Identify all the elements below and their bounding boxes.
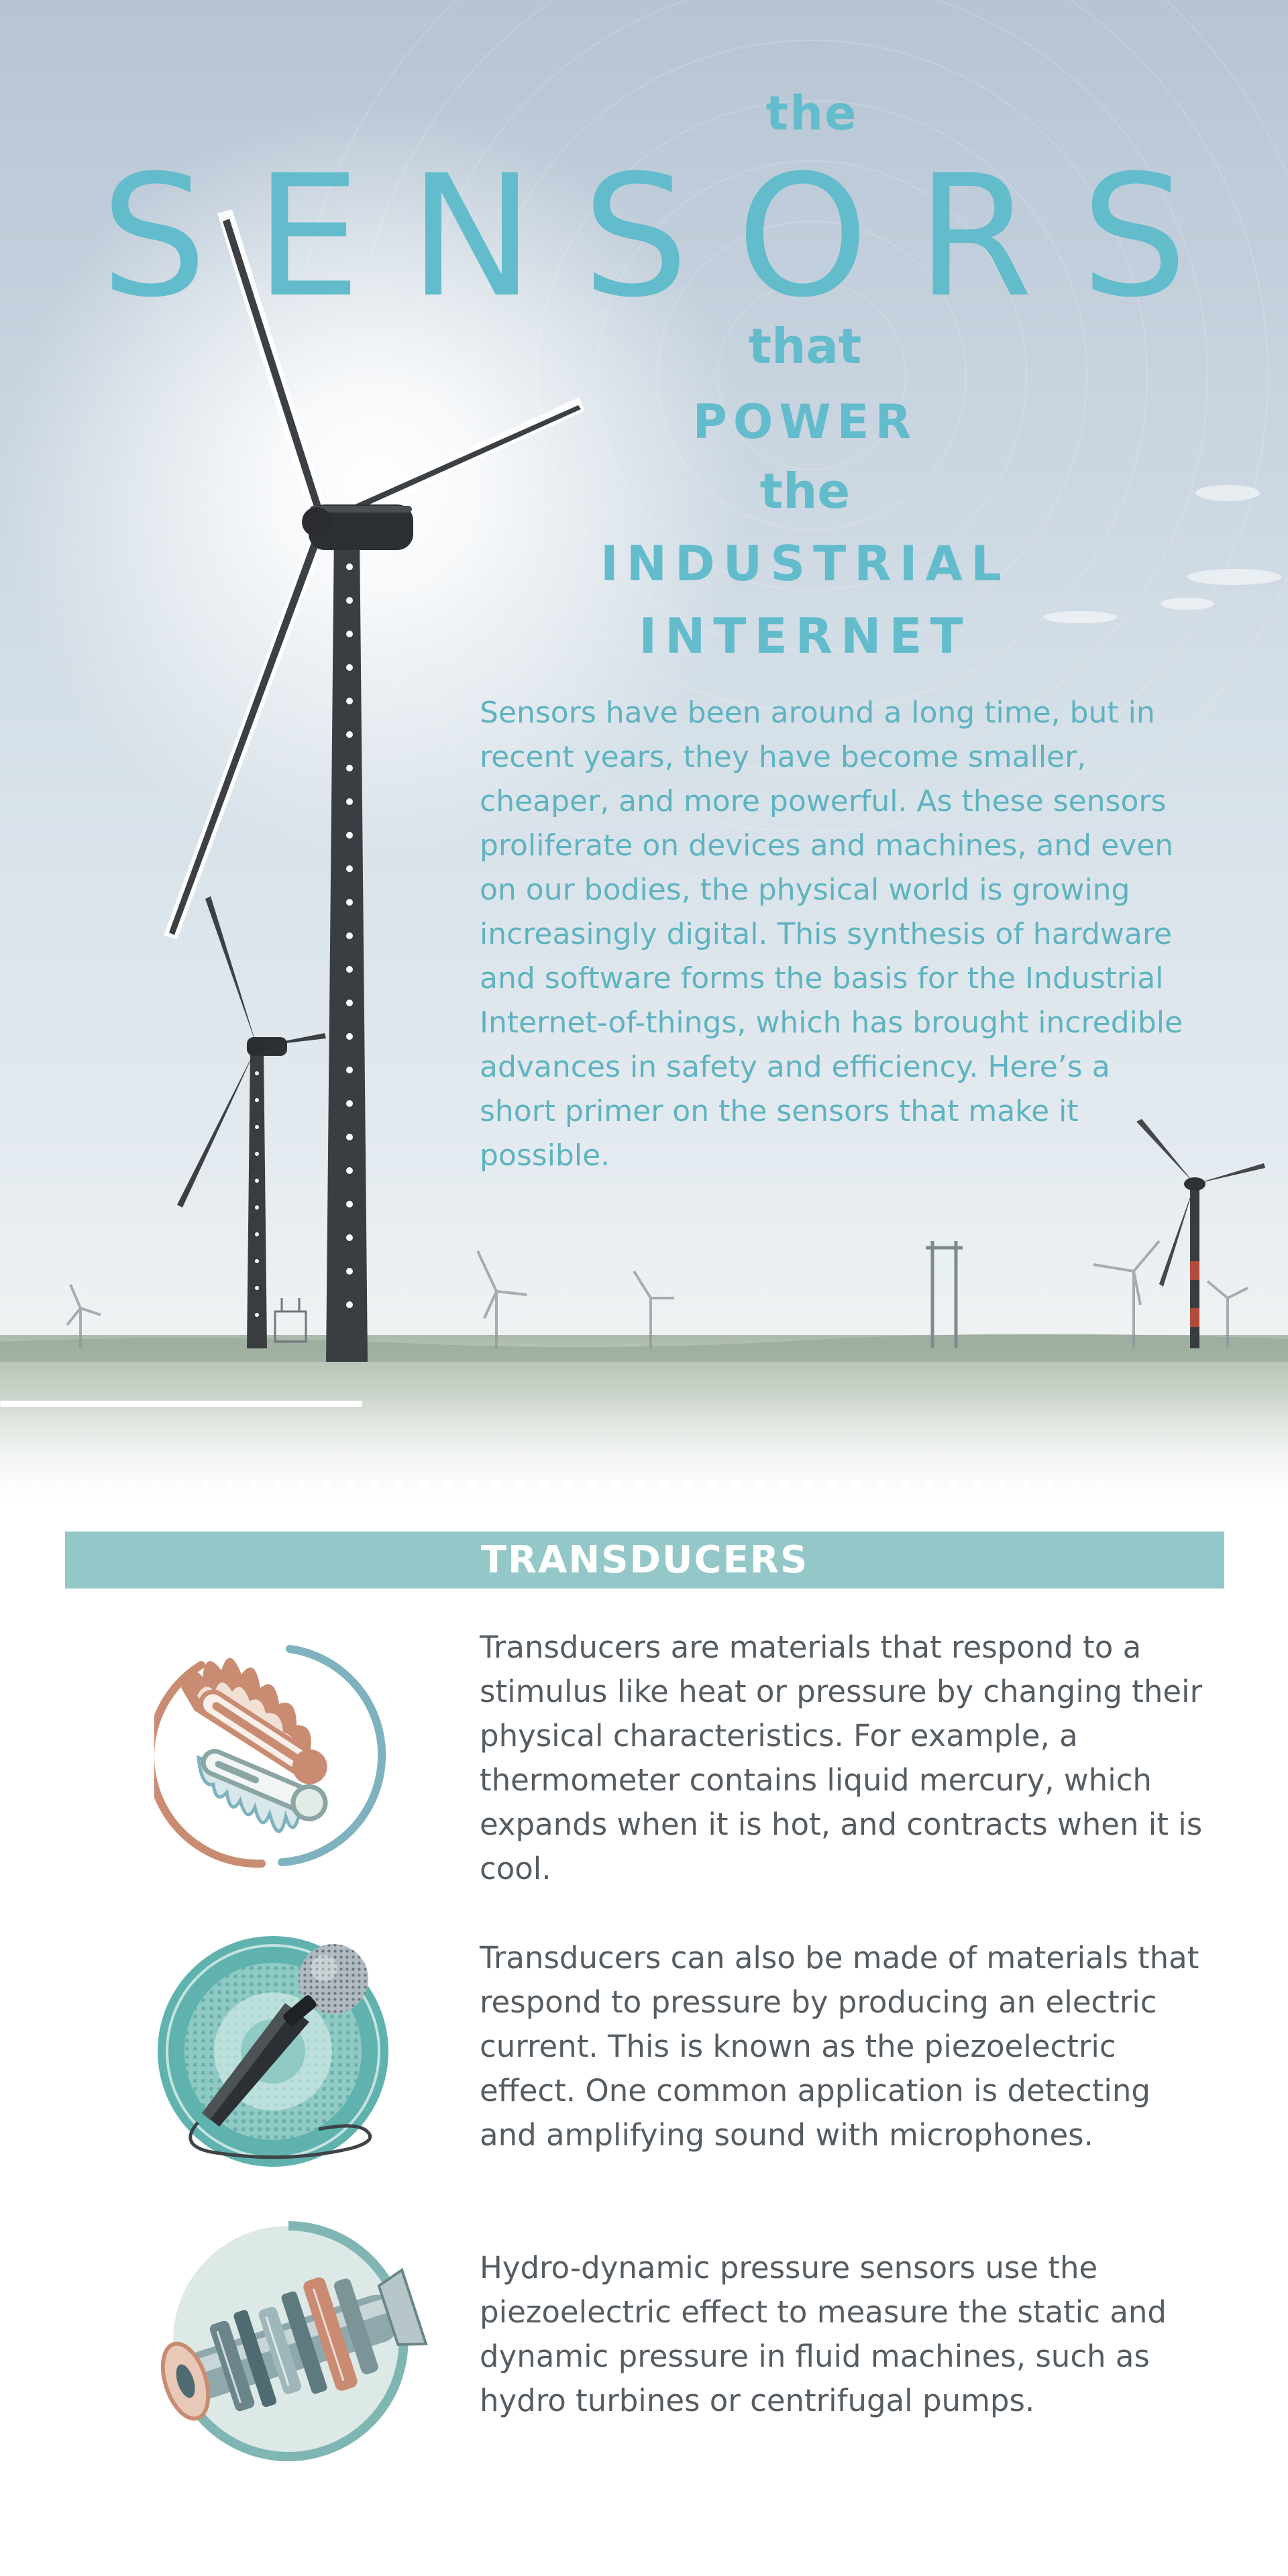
title-sensors [101,139,1187,334]
title-industrial: INDUSTRIAL [600,535,1010,592]
turbine-icon [138,2217,433,2465]
title-letter: S [582,139,689,334]
section-banner [65,1532,1224,1589]
title-letter: S [101,139,207,334]
section-title: TRANSDUCERS [480,1538,809,1582]
title-letter: O [736,139,869,334]
microphone-icon [151,1924,413,2186]
title-letter: N [409,139,535,334]
transducer-text-1: Transducers are materials that respond to a stimulus like heat or pressure by changing their physical characteristics. For example, a thermometer contains liquid mercury, which expands when it is hot, and contracts when it is cool. [480,1629,1203,1886]
title-letter: S [1081,139,1187,334]
title-letter: E [255,139,362,334]
dotted-divider [0,1480,1114,1489]
intro-paragraph: Sensors have been around a long time, but in recent years, they have become smaller, cheaper, and more powerful. As these sensors proliferate on devices and machines, and even on our bodies, the physical world is growing increasingly digital. This synthesis of hardware and software forms the basis for the Industrial Internet-of-things, which has brought incredible advances in safety and efficiency. Here’s a short primer on the sensors that make it possible. [480,696,1183,1173]
title-internet: INTERNET [639,608,971,664]
title-letter: R [916,139,1033,334]
transducer-text-3: Hydro-dynamic pressure sensors use the piezoelectric effect to measure the static and dynamic pressure in fluid machines, such as hydro turbines or centrifugal pumps. [480,2250,1167,2418]
title-power: POWER [692,394,918,449]
title-that: that [748,318,862,374]
title-the: the [765,86,858,141]
title-the-2: the [759,463,851,519]
thermometer-icon [154,1635,396,1877]
transducer-text-2: Transducers can also be made of materials that respond to pressure by producing an electric current. This is known as the piezoelectric effect. One common application is detecting and amplifying sound with microphones. [480,1940,1199,2153]
divider-line [0,1401,362,1407]
